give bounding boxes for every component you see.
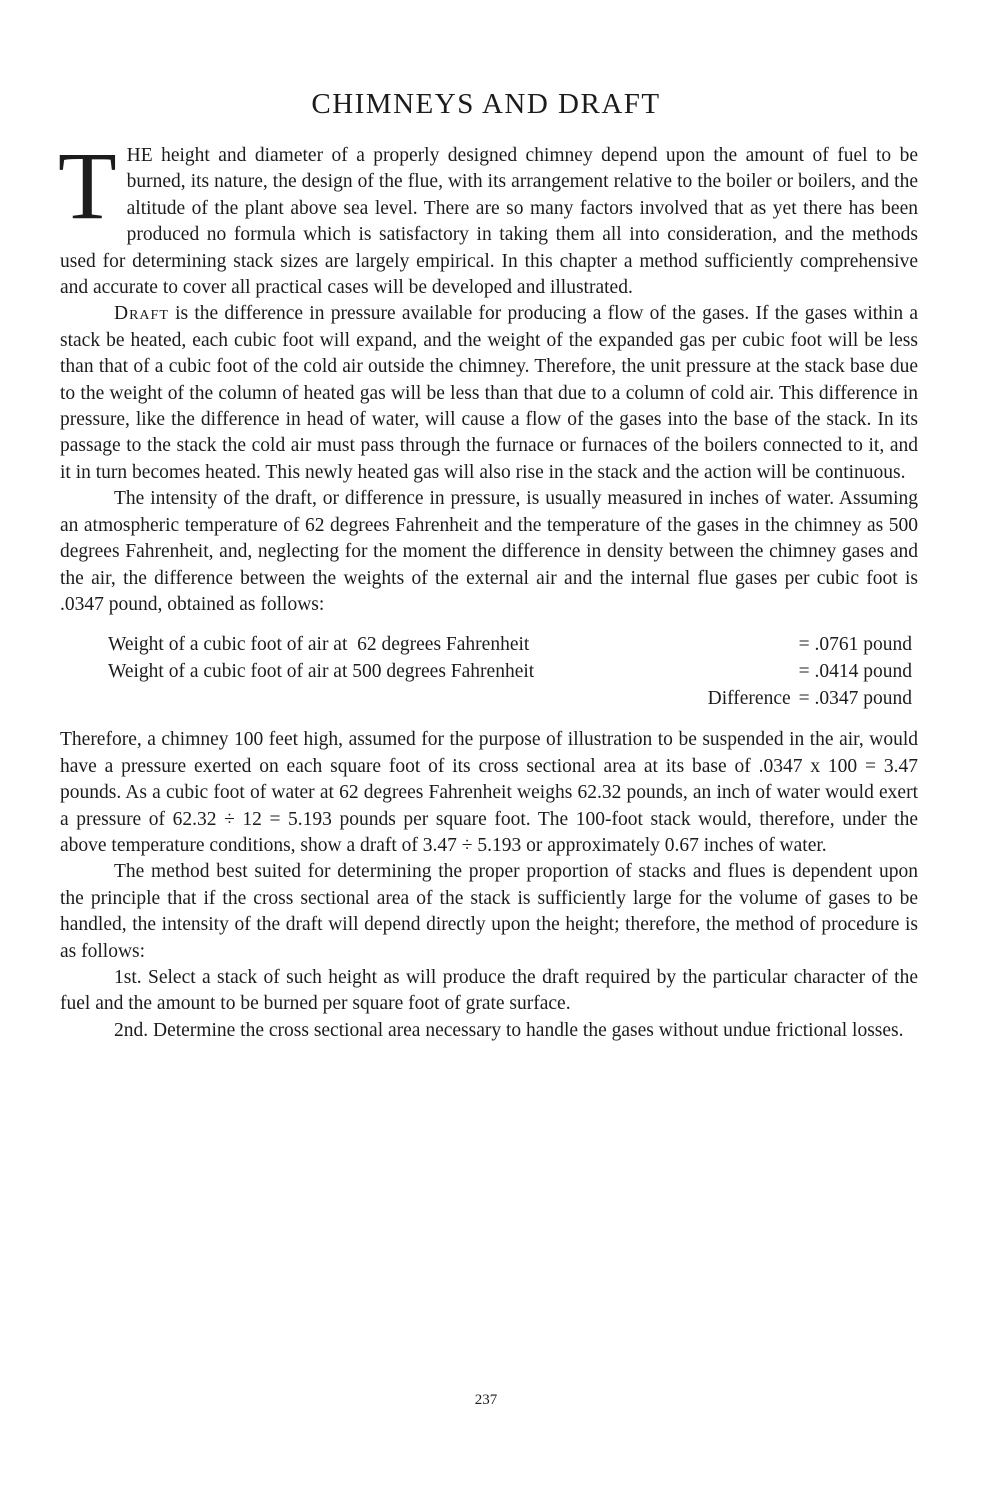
paragraph-draft-definition <box>60 301 918 486</box>
chapter-title: CHIMNEYS AND DRAFT <box>311 88 661 120</box>
chapter-body <box>58 132 918 1044</box>
calc-row-500 <box>108 659 912 686</box>
drop-cap: T <box>58 132 117 239</box>
draft-definition-text: is the difference in pressure available for producing a flow of the gases. If the gases within a stack be heated, each cubic foot will expand, and the weight of the expanded gas per cubic foot will be less than that of a cubic foot of the cold air outside the chimney. Therefore, the unit pressure at the stack base due to the weight of the column of heated gas will be less than that due to a column of cold air. This difference in pressure, like the difference in head of water, will cause a flow of the gases into the base of the stack. In its passage to the stack the cold air must pass through the furnace or furnaces of the boilers connected to it, and it in turn becomes heated. This newly heated gas will also rise in the stack and the action will be continuous. <box>60 303 918 483</box>
paragraph-chimney-pressure: Therefore, a chimney 100 feet high, assumed for the purpose of illustration to be suspended in the air, would have a pressure exerted on each square foot of its cross sectional area at its base of .0347 x 100 = 3.47 pounds. As a cubic foot of water at 62 degrees Fahrenheit weighs 62.32 pounds, an inch of water would exert a pressure of 62.32 ÷ 12 = 5.193 pounds per square foot. The 100-foot stack would, therefore, under the above temperature conditions, show a draft of 3.47 ÷ 5.193 or approximately 0.67 inches of water. <box>60 729 918 856</box>
calc-row-difference <box>108 686 912 713</box>
calc-value-62: = .0761 pound <box>798 634 912 656</box>
page-number: 237 <box>474 1392 498 1408</box>
intro-text: HE height and diameter of a properly designed chimney depend upon the amount of fuel to be burned, its nature, the design of the flue, with its arrangement relative to the boiler or boilers, and the altitude of the plant above sea level. There are so many factors involved that as yet there has been produced no formula which is satisfactory in taking them all into consideration, and the methods used for determining stack sizes are largely empirical. In this chapter a method sufficiently comprehensive and accurate to cover all practical cases will be developed and illustrated. <box>60 145 918 299</box>
calc-row-62 <box>108 632 912 659</box>
calc-label-62: Weight of a cubic foot of air at 62 degrees Fahrenheit <box>108 634 530 656</box>
calc-value-difference: = .0347 pound <box>798 688 912 710</box>
paragraph-draft-intensity: The intensity of the draft, or difference in pressure, is usually measured in inches of water. Assuming an atmospheric temperature of 62 degrees Fahrenheit and the temperature of the gases in the chimney as 500 degrees Fahrenheit, and, neglecting for the moment the difference in density between the chimney gases and the air, the difference between the weights of the external air and the internal flue gases per cubic foot is .0347 pound, obtained as follows: <box>60 488 918 615</box>
paragraph-method: The method best suited for determining the proper proportion of stacks and flues is dependent upon the principle that if the cross sectional area of the stack is sufficiently large for the volume of gases to be handled, the intensity of the draft will depend directly upon the height; therefore, the method of procedure is as follows: <box>60 861 918 962</box>
draft-lead-word: Draft <box>114 303 169 325</box>
paragraph-intro <box>58 132 918 301</box>
calc-label-500: Weight of a cubic foot of air at 500 degrees Fahrenheit <box>108 661 535 683</box>
paragraph-step-2: 2nd. Determine the cross sectional area necessary to handle the gases without undue frictional losses. <box>114 1019 904 1041</box>
weight-calculation <box>108 632 912 713</box>
paragraph-step-1: 1st. Select a stack of such height as will produce the draft required by the particular character of the fuel and the amount to be burned per square foot of grate surface. <box>60 966 918 1015</box>
calc-label-difference: Difference <box>707 688 791 710</box>
calc-value-500: = .0414 pound <box>798 661 912 683</box>
